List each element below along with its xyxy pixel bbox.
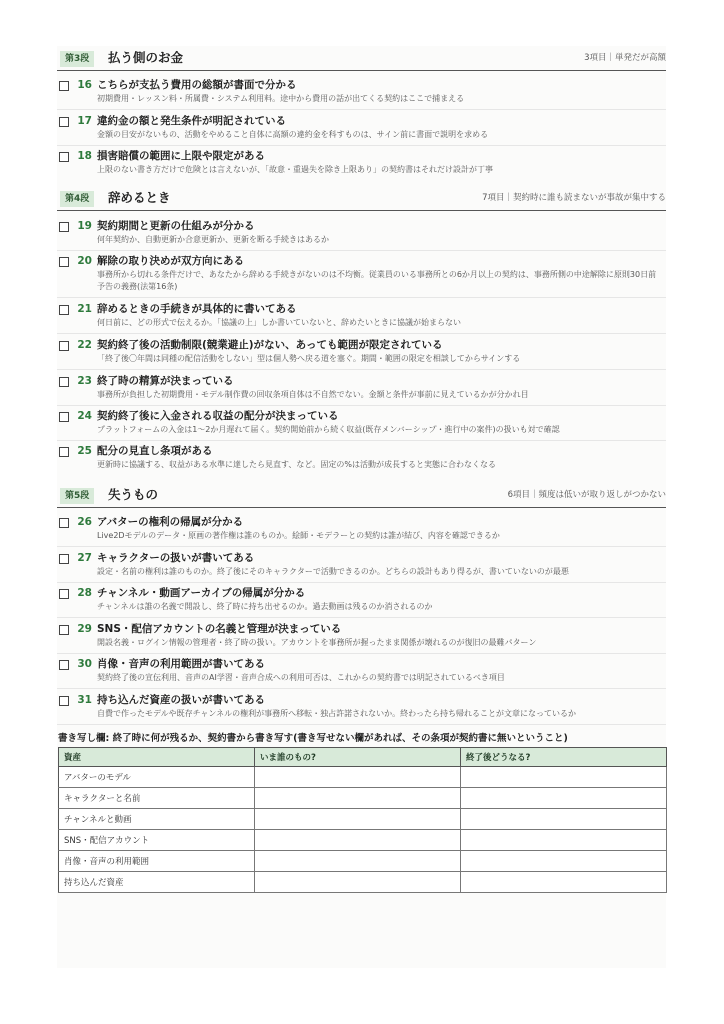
item-description: チャンネルは誰の名義で開設し、終了時に持ち出せるのか。過去動画は残るのか消されるのか [97,602,433,611]
item-description: 事務所が負担した初期費用・モデル制作費の回収条項自体は不自然でない。金額と条件が事前に見えているかが分かれ目 [97,390,529,399]
current-owner-cell[interactable] [255,767,461,788]
item-number: 19 [77,220,92,232]
item-number: 18 [77,150,92,162]
asset-cell: 肖像・音声の利用範囲 [59,851,255,872]
checklist-item [57,551,666,583]
checkbox[interactable] [59,660,69,670]
section-title: 払う側のお金 [108,50,184,65]
item-description: 開設名義・ログイン情報の管理者・終了時の扱い。アカウントを事務所が握ったまま関係が壊れるのが復旧の最難パターン [97,638,537,647]
checkbox[interactable] [59,377,69,387]
item-description: プラットフォームの入金は1〜2か月遅れて届く。契約開始前から続く収益(既存メンバーシップ・進行中の案件)の扱いも対で確認 [97,425,560,434]
checkbox[interactable] [59,257,69,267]
section-title: 失うもの [108,487,159,502]
checklist-item [57,114,666,146]
item-title: 持ち込んだ資産の扱いが書いてある [97,694,265,706]
checklist-item [57,409,666,441]
current-owner-cell[interactable] [255,851,461,872]
asset-cell: チャンネルと動画 [59,809,255,830]
item-title: アバターの権利の帰属が分かる [97,516,244,528]
checklist-item [57,586,666,618]
item-title: 違約金の額と発生条件が明記されている [97,115,286,127]
checkbox[interactable] [59,412,69,422]
checklist-page [57,46,666,968]
item-number: 21 [77,303,92,315]
checkbox[interactable] [59,81,69,91]
checkbox[interactable] [59,305,69,315]
item-description: 「終了後〇年間は同種の配信活動をしない」型は個人勢へ戻る道を塞ぐ。期間・範囲の限定を相談してからサインする [97,354,521,363]
column-header: 資産 [59,748,255,767]
table-row [59,851,667,872]
item-number: 22 [77,339,92,351]
asset-cell: SNS・配信アカウント [59,830,255,851]
asset-cell: キャラクターと名前 [59,788,255,809]
table-row [59,830,667,851]
checkbox[interactable] [59,625,69,635]
checkbox[interactable] [59,152,69,162]
item-title: 配分の見直し条項がある [97,445,213,457]
column-header: いま誰のもの? [255,748,461,767]
section-tag: 第4段 [60,191,94,207]
section-tag: 第5段 [60,488,94,504]
item-title: チャンネル・動画アーカイブの帰属が分かる [97,587,306,599]
item-title: 終了時の精算が決まっている [97,375,234,387]
checkbox[interactable] [59,518,69,528]
after-termination-cell[interactable] [461,767,667,788]
item-number: 25 [77,445,92,457]
item-description: 自費で作ったモデルや既存チャンネルの権利が事務所へ移転・独占許諾されないか。終わったら持ち帰れることが文章になっているか [97,709,577,718]
item-title: こちらが支払う費用の総額が書面で分かる [97,79,297,91]
item-title: 損害賠償の範囲に上限や限定がある [97,150,265,162]
checklist-item [57,219,666,251]
item-number: 29 [77,623,92,635]
item-title: 辞めるときの手続きが具体的に書いてある [97,303,297,315]
item-number: 24 [77,410,92,422]
item-number: 16 [77,79,92,91]
current-owner-cell[interactable] [255,788,461,809]
item-description: 設定・名前の権利は誰のものか。終了後にそのキャラクターで活動できるのか。どちらの設計もあり得るが、書いていないのが最悪 [97,567,569,576]
item-description: 金額の目安がないもの、活動をやめること自体に高額の違約金を科すものは、サイン前に書面で説明を求める [97,130,489,139]
item-description: 事務所から切れる条件だけで、あなたから辞める手続きがないのは不均衡。従業員のいる事務所との6か月以上の契約は、事務所側の中途解除に原則30日前予告の義務(法第16条) [97,270,657,291]
checklist-item [57,444,666,475]
item-title: 契約終了後の活動制限(競業避止)がない、あっても範囲が限定されている [97,339,443,351]
item-number: 23 [77,375,92,387]
checkbox[interactable] [59,696,69,706]
checklist-item [57,302,666,334]
table-row [59,872,667,893]
checklist-item [57,338,666,370]
item-description: 上限のない書き方だけで危険とは言えないが、「故意・重過失を除き上限あり」の契約書はそれだけ設計が丁寧 [97,165,493,174]
table-row [59,767,667,788]
item-number: 17 [77,115,92,127]
asset-cell: 持ち込んだ資産 [59,872,255,893]
item-title: 契約期間と更新の仕組みが分かる [97,220,255,232]
after-termination-cell[interactable] [461,788,667,809]
item-number: 20 [77,255,92,267]
item-description: 契約終了後の宣伝利用、音声のAI学習・音声合成への利用可否は、これからの契約書では明記されているべき項目 [97,673,505,682]
after-termination-cell[interactable] [461,809,667,830]
after-termination-cell[interactable] [461,830,667,851]
checklist-item [57,657,666,689]
worksheet-table [58,747,667,893]
section-title: 辞めるとき [108,190,171,205]
section-meta: 3項目｜単発だが高額 [584,53,666,63]
table-row [59,809,667,830]
checkbox[interactable] [59,222,69,232]
checklist-item [57,374,666,406]
item-number: 28 [77,587,92,599]
checklist-item [57,149,666,179]
item-title: SNS・配信アカウントの名義と管理が決まっている [97,623,342,635]
checklist-item [57,515,666,547]
item-number: 27 [77,552,92,564]
after-termination-cell[interactable] [461,851,667,872]
worksheet-label: 書き写し欄: 終了時に何が残るか、契約書から書き写す(書き写せない欄があれば、その条項が契約書に無いということ) [58,733,568,744]
item-number: 26 [77,516,92,528]
section-meta: 7項目｜契約時に誰も読まないが事故が集中する [482,193,666,203]
section-header [57,188,666,211]
asset-cell: アバターのモデル [59,767,255,788]
item-description: 何日前に、どの形式で伝えるか。「協議の上」しか書いていないと、辞めたいときに協議が始まらない [97,318,461,327]
checkbox[interactable] [59,447,69,457]
item-number: 31 [77,694,92,706]
item-title: 契約終了後に入金される収益の配分が決まっている [97,410,339,422]
item-title: 解除の取り決めが双方向にある [97,255,244,267]
table-row [59,788,667,809]
section-header [57,48,666,71]
item-description: 更新時に協議する、収益がある水準に達したら見直す、など。固定の%は活動が成長すると実態に合わなくなる [97,460,496,469]
item-description: 初期費用・レッスン料・所属費・システム利用料。途中から費用の話が出てくる契約はここで捕まえる [97,94,465,103]
item-title: キャラクターの扱いが書いてある [97,552,255,564]
item-description: 何年契約か、自動更新か合意更新か、更新を断る手続きはあるか [97,235,329,244]
item-title: 肖像・音声の利用範囲が書いてある [97,658,265,670]
checkbox[interactable] [59,589,69,599]
checkbox[interactable] [59,341,69,351]
checklist-item [57,78,666,110]
checkbox[interactable] [59,117,69,127]
current-owner-cell[interactable] [255,830,461,851]
table-header-row [59,748,667,767]
checkbox[interactable] [59,554,69,564]
section-tag: 第3段 [60,51,94,67]
section-header [57,485,666,508]
checklist-item [57,254,666,298]
item-description: Live2Dモデルのデータ・原画の著作権は誰のものか。絵師・モデラーとの契約は誰が結び、内容を確認できるか [97,531,500,540]
checklist-item [57,693,666,725]
section-meta: 6項目｜頻度は低いが取り返しがつかない [507,490,666,500]
item-number: 30 [77,658,92,670]
checklist-item [57,622,666,654]
after-termination-cell[interactable] [461,872,667,893]
current-owner-cell[interactable] [255,809,461,830]
current-owner-cell[interactable] [255,872,461,893]
column-header: 終了後どうなる? [461,748,667,767]
